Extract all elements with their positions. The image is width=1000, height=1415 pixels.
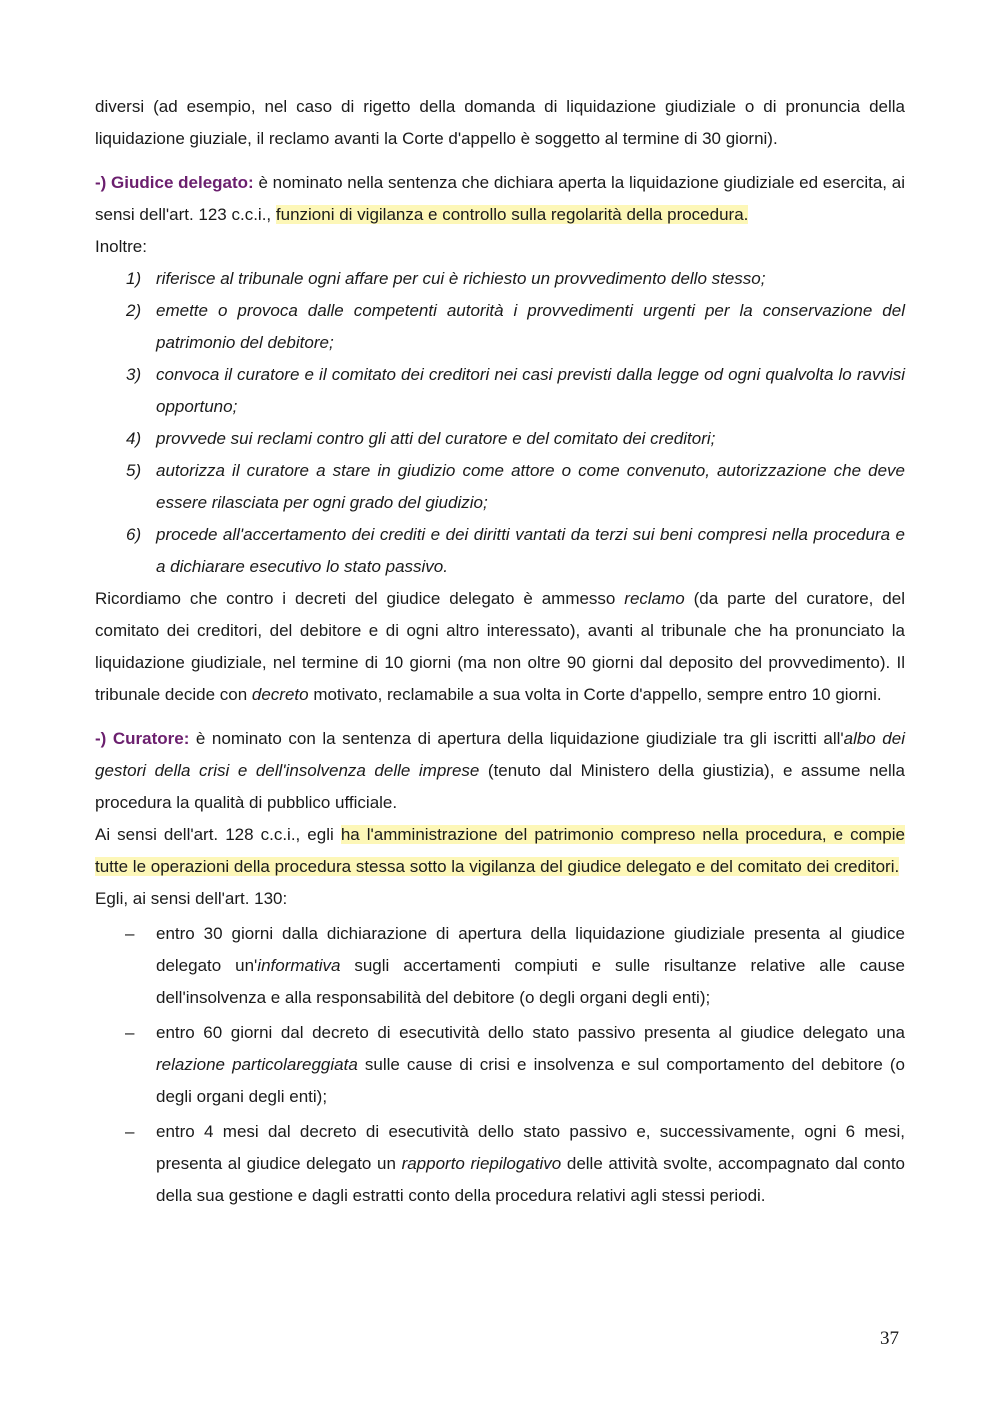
list-emphasis: relazione particolareggiata: [156, 1055, 358, 1074]
list-text: sulle cause di crisi e insolvenza e sul comportamento del debitore (o degli organi degli enti);: [156, 1055, 906, 1106]
list-item: [95, 1017, 905, 1113]
list-item: [95, 359, 905, 423]
list-text: entro 60 giorni dal decreto di esecutività dello stato passivo presenta al giudice delegato una: [156, 1023, 905, 1042]
albo-emphasis: albo dei gestori della crisi e dell'insolvenza delle imprese: [95, 729, 905, 780]
reclamo-paragraph: [95, 583, 905, 711]
list-text: sugli accertamenti compiuti e sulle risultanze relative alle cause dell'insolvenza e alla responsabilità del debitore (o degli organi degli enti);: [156, 956, 905, 1007]
page-content: [95, 91, 905, 1212]
curatore-text: è nominato con la sentenza di apertura della liquidazione giudiziale tra gli iscritti all': [189, 729, 844, 748]
art130-label: Egli, ai sensi dell'art. 130:: [95, 889, 288, 908]
list-emphasis: rapporto riepilogativo: [401, 1154, 562, 1173]
list-item: [95, 263, 905, 295]
list-text: riferisce al tribunale ogni affare per cui è richiesto un provvedimento dello stesso;: [156, 269, 766, 288]
curatore-heading: -) Curatore:: [95, 729, 190, 748]
list-item: [95, 455, 905, 519]
page-number: 37: [880, 1328, 899, 1349]
curatore-text: (tenuto dal Ministero della giustizia), e assume nella procedura la qualità di pubblico ufficiale.: [95, 761, 905, 812]
curatore-paragraph: [95, 723, 905, 819]
list-number: 3): [126, 365, 142, 384]
giudice-heading: -) Giudice delegato:: [95, 173, 254, 192]
list-text: entro 30 giorni dalla dichiarazione di apertura della liquidazione giudiziale presenta al giudice delegato un': [156, 924, 905, 975]
list-number: 6): [126, 525, 142, 544]
dash-bullet: –: [125, 1122, 135, 1141]
art128-paragraph: [95, 819, 905, 883]
list-item: [95, 519, 905, 583]
art128-text: Ai sensi dell'art. 128 c.c.i., egli: [95, 825, 341, 844]
decreto-emphasis: decreto: [251, 685, 309, 704]
art128-highlight: ha l'amministrazione del patrimonio compreso nella procedura, e compie tutte le operazioni della procedura stessa sotto la vigilanza del giudice delegato e del comitato dei creditori.: [95, 825, 905, 876]
curatore-duties-list: [95, 918, 905, 1212]
reclamo-emphasis: reclamo: [624, 589, 685, 608]
list-text: provvede sui reclami contro gli atti del curatore e del comitato dei creditori;: [156, 429, 716, 448]
list-text: delle attività svolte, accompagnato dal conto della sua gestione e dagli estratti conto della procedura relativi agli stessi periodi.: [156, 1154, 905, 1205]
list-item: [95, 423, 905, 455]
list-text: autorizza il curatore a stare in giudizio come attore o come convenuto, autorizzazione che deve essere rilasciata per ogni grado del giudizio;: [156, 461, 905, 512]
list-text: entro 4 mesi dal decreto di esecutività dello stato passivo e, successivamente, ogni 6 mesi, presenta al giudice delegato un: [156, 1122, 905, 1173]
list-item: [95, 1116, 905, 1212]
list-text: emette o provoca dalle competenti autorità i provvedimenti urgenti per la conservazione del patrimonio del debitore;: [156, 301, 905, 352]
dash-bullet: –: [125, 1023, 135, 1042]
giudice-paragraph: [95, 167, 905, 231]
list-text: convoca il curatore e il comitato dei creditori nei casi previsti dalla legge od ogni qualvolta lo ravvisi opportuno;: [156, 365, 905, 416]
giudice-highlight: funzioni di vigilanza e controllo sulla regolarità della procedura.: [275, 205, 749, 224]
dash-bullet: –: [125, 924, 135, 943]
giudice-duties-list: [95, 263, 905, 583]
reclamo-text: (da parte del curatore, del comitato dei creditori, del debitore e di ogni altro interessato), avanti al tribunale che ha pronunciato la liquidazione giudiziale, nel termine di 10 giorni (ma non oltre 90 giorni dal deposito del provvedimento). Il tribunale decide con: [95, 589, 905, 704]
intro-paragraph: diversi (ad esempio, nel caso di rigetto della domanda di liquidazione giudiziale o di pronuncia della liquidazione giuziale, il reclamo avanti la Corte d'appello è soggetto al termine di 30 giorni).: [95, 97, 905, 148]
list-number: 5): [126, 461, 142, 480]
list-item: [95, 295, 905, 359]
list-emphasis: informativa: [257, 956, 341, 975]
reclamo-text: motivato, reclamabile a sua volta in Corte d'appello, sempre entro 10 giorni.: [308, 685, 882, 704]
list-text: procede all'accertamento dei crediti e dei diritti vantati da terzi sui beni compresi nella procedura e a dichiarare esecutivo lo stato passivo.: [156, 525, 905, 576]
list-number: 4): [126, 429, 142, 448]
giudice-text: è nominato nella sentenza che dichiara aperta la liquidazione giudiziale ed esercita, ai sensi dell'art. 123 c.c.i.,: [95, 173, 905, 224]
inoltre-label: Inoltre:: [95, 237, 147, 256]
list-number: 1): [126, 269, 142, 288]
list-item: [95, 918, 905, 1014]
list-number: 2): [126, 301, 142, 320]
reclamo-text: Ricordiamo che contro i decreti del giudice delegato è ammesso: [95, 589, 625, 608]
